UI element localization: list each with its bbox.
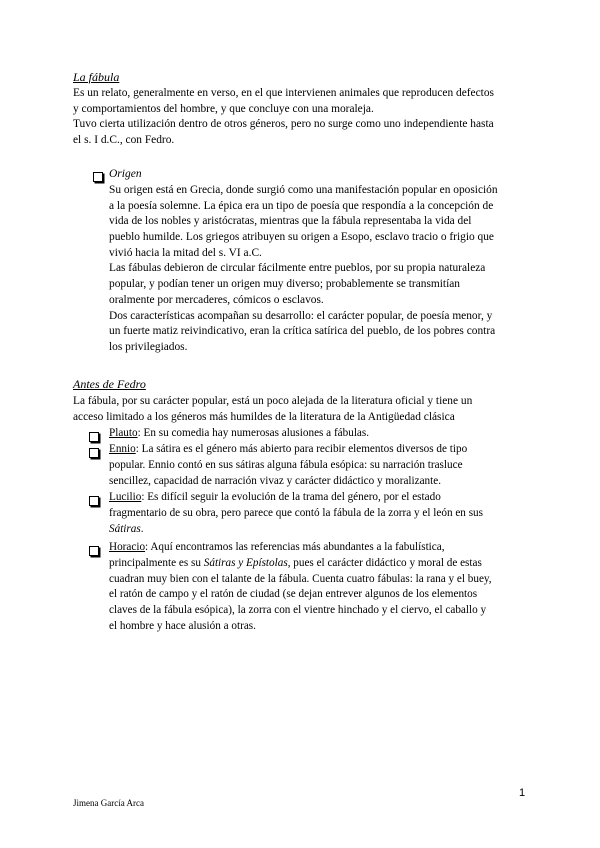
author-entry-ennio <box>109 442 467 489</box>
text-line: a la poesía solemne. La épica era un tipo de poesía que respondía a la concepción de <box>109 199 494 212</box>
text-line: La fábula, por su carácter popular, está un poco alejada de la literatura oficial y tiene un <box>73 395 473 407</box>
author-name: Lucilio <box>109 491 142 503</box>
text-line: sencillez, capacidad de narración vivaz y carácter didáctico y moralizante. <box>109 474 442 487</box>
text-line: oralmente por mercaderes, cómicos o esclavos. <box>109 293 324 306</box>
text-line: fragmentario de su obra, pero parece que contó la fábula de la zorra y el león en sus <box>109 506 483 519</box>
author-name: Plauto <box>109 427 138 439</box>
text-line: cuadran muy bien con el talante de la fábula. Cuenta cuatro fábulas: la rana y el buey, <box>109 572 492 585</box>
text-line: Es un relato, generalmente en verso, en el que intervienen animales que reproducen defectos <box>73 87 494 99</box>
text-line: los privilegiados. <box>109 340 188 353</box>
text-line: : La sátira es el género más abierto para recibir elementos diversos de tipo <box>135 443 468 455</box>
text-line: y comportamientos del hombre, y que concluye con una moraleja. <box>73 102 374 115</box>
checkbox-bullet-icon <box>93 172 103 182</box>
text-line: el hombre y hace alusión a otras. <box>109 619 256 632</box>
work-title: Sátiras y Epístolas <box>203 556 288 569</box>
text-line: el s. I d.C., con Fedro. <box>73 134 175 147</box>
text-line: Las fábulas debieron de circular fácilmente entre pueblos, por su propia naturaleza <box>109 262 486 275</box>
text-line: claves de la fábula esópica), la zorra con el vientre hinchado y el ciervo, el caballo y <box>109 604 487 617</box>
intro-paragraph <box>73 86 529 149</box>
author-entry-horacio <box>109 540 492 635</box>
text-line: popular, y podían tener un origen muy diverso; probablemente se transmitían <box>109 278 460 291</box>
text-line: popular. Ennio contó en sus sátiras alguna fábula esópica: su narración trasluce <box>109 458 463 471</box>
checkbox-bullet-icon <box>89 546 99 556</box>
section-title-la-fabula: La fábula <box>73 70 120 84</box>
text-line: : Es difícil seguir la evolución de la trama del género, por el estado <box>141 491 441 503</box>
text-line: acceso limitado a los géneros más humildes de la literatura de la Antigüedad clásica <box>73 410 455 423</box>
author-name: Horacio <box>109 541 146 553</box>
punctuation: . <box>140 522 144 535</box>
footer-author: Jimena García Arca <box>73 798 144 808</box>
author-entry-plauto <box>109 426 369 442</box>
text-line: el ratón de campo y el ratón de ciudad (se dejan entrever algunos de los elementos <box>109 588 478 601</box>
text-line: vida de los nobles y aristócratas, mientras que la fábula representaba la vida del <box>109 215 472 228</box>
text-fragment: , pues el carácter didáctico y moral de estas <box>287 556 482 569</box>
text-line: Tuvo cierta utilización dentro de otros géneros, pero no surge como uno independiente hasta <box>73 118 494 131</box>
section-title-antes-de-fedro: Antes de Fedro <box>73 377 146 391</box>
checkbox-bullet-icon <box>89 448 99 458</box>
text-line: Dos características acompañan su desarrollo: el carácter popular, de poesía menor, y <box>109 309 493 322</box>
text-line: Su origen está en Grecia, donde surgió como una manifestación popular en oposición <box>109 184 498 196</box>
work-title: Sátiras <box>109 522 141 535</box>
origen-paragraph <box>109 183 529 356</box>
checkbox-bullet-icon <box>89 432 99 442</box>
author-name: Ennio <box>109 443 136 455</box>
text-line: un fuerte matiz reivindicativo, eran la crítica satírica del pueblo, de los pobres contra <box>109 325 496 338</box>
text-line: : En su comedia hay numerosas alusiones a fábulas. <box>137 427 370 439</box>
page-number: 1 <box>519 787 526 799</box>
subsection-title-origen: Origen <box>109 168 142 180</box>
checkbox-bullet-icon <box>89 496 99 506</box>
author-entry-lucilio <box>109 490 483 537</box>
text-fragment: principalmente es su <box>109 556 204 569</box>
text-line: pueblo humilde. Los griegos atribuyen su origen a Esopo, esclavo tracio o frigio que <box>109 231 494 244</box>
text-line: : Aquí encontramos las referencias más abundantes a la fabulística, <box>145 541 445 553</box>
antes-paragraph <box>73 394 529 425</box>
text-line: vivió hacia la mitad del s. VI a.C. <box>109 246 262 259</box>
